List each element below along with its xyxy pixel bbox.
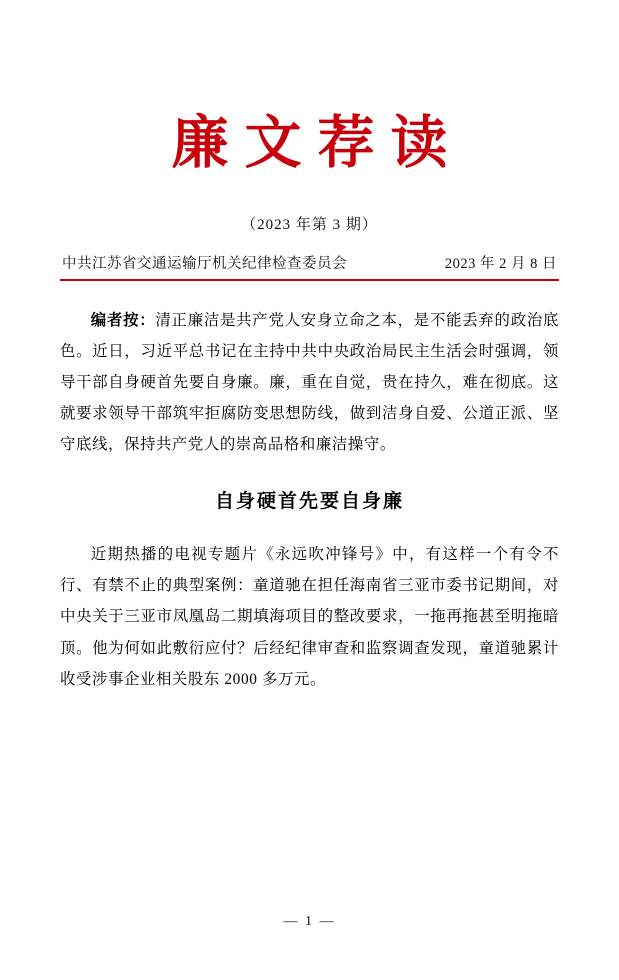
header-divider <box>60 279 559 281</box>
issue-date: 2023 年 2 月 8 日 <box>444 255 557 272</box>
document-page <box>0 109 619 980</box>
issuer-row <box>60 252 559 279</box>
issuer-name: 中共江苏省交通运输厅机关纪律检查委员会 <box>62 255 347 272</box>
editor-note-label: 编者按： <box>90 311 156 329</box>
editor-note <box>60 305 559 461</box>
section-heading: 自身硬首先要自身廉 <box>214 491 404 513</box>
body-paragraph-1: 近期热播的电视专题片《永远吹冲锋号》中，有这样一个有令不行、有禁不止的典型案例：童道驰在担任海南省三亚市委书记期间，对中央关于三亚市凤凰岛二期填海项目的整改要求，一拖再拖甚至明拖暗顶。他为何如此敷衍应付？后经纪律审查和监察调查发现，童道驰累计收受涉事企业相关股东 2000 多万元。 <box>60 546 559 688</box>
page-title: 廉文荐读 <box>171 109 464 176</box>
editor-note-text: 清正廉洁是共产党人安身立命之本，是不能丢弃的政治底色。近日，习近平总书记在主持中共中央政治局民主生活会时强调，领导干部自身硬首先要自身廉。廉，重在自觉，贵在持久，难在彻底。这就要求领导干部筑牢拒腐防变思想防线，做到洁身自爱、公道正派、坚守底线，保持共产党人的崇高品格和廉洁操守。 <box>60 311 559 454</box>
issue-line: （2023 年第 3 期） <box>241 216 378 233</box>
page-number: — 1 — <box>283 914 336 929</box>
